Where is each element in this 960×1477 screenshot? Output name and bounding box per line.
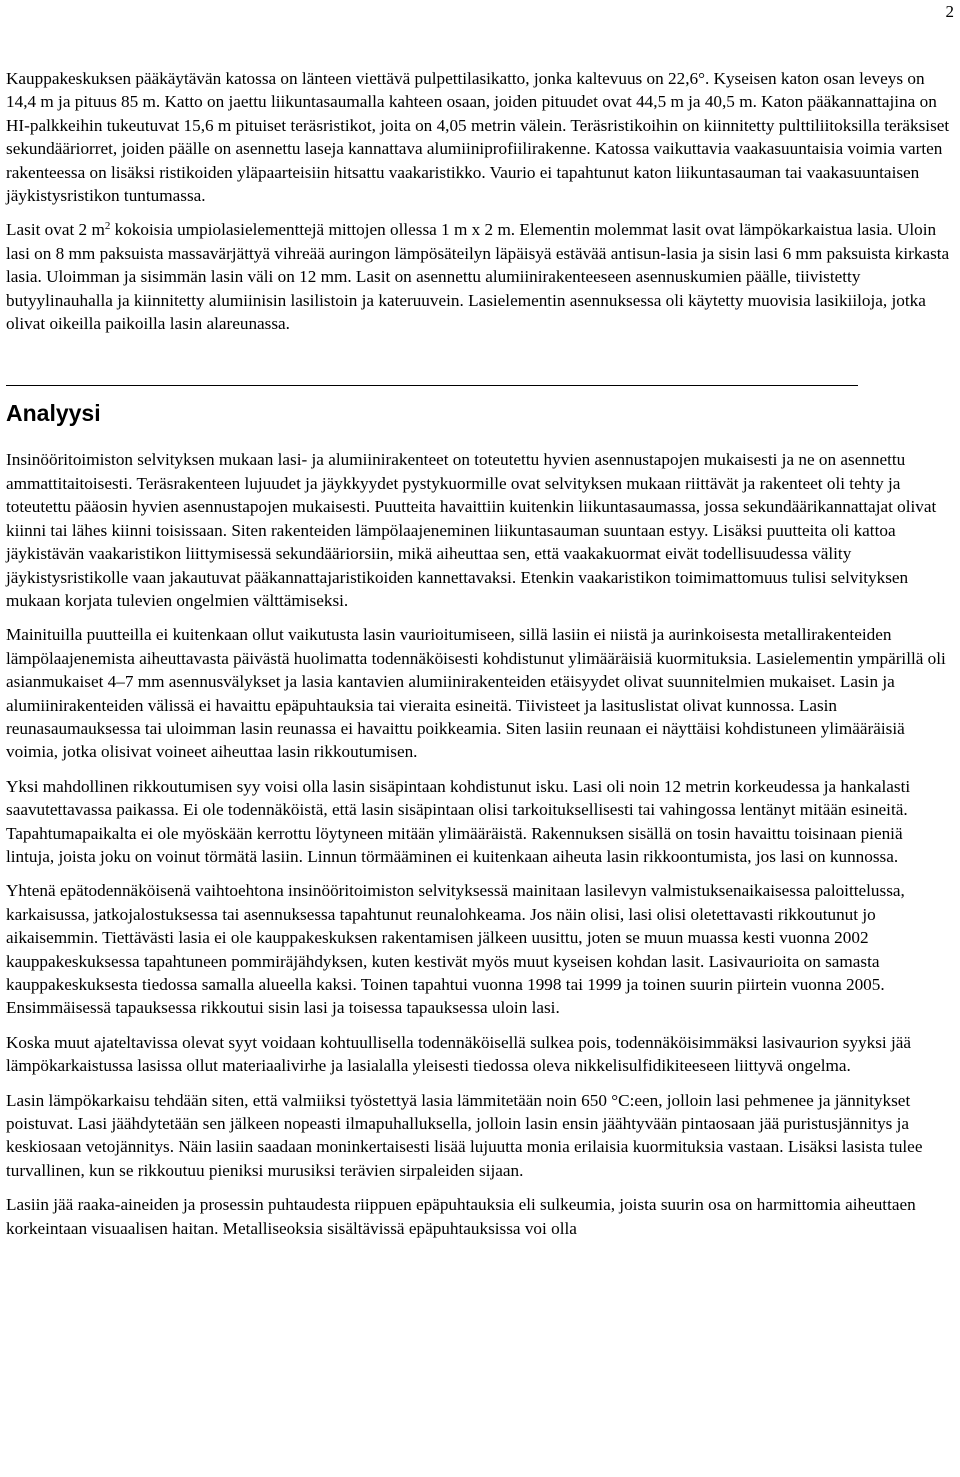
document-body — [6, 67, 951, 1251]
analysis-paragraph-2: Mainituilla puutteilla ei kuitenkaan ollut vaikutusta lasin vaurioitumiseen, sillä lasiin ei niistä ja aurinkoisesta metallirakenteiden lämpölaajenemista aiheuttavasta päivästä huolimatta todennäköisesti kohdistunut ylimääräisiä kuormituksia. Lasielementin ympärillä oli asianmukaiset 4–7 mm asennusvälykset ja lasia kantavien alumiinirakenteiden etäisyydet olivat suunnitelmien mukaiset. Lasin ja alumiinirakenteiden välissä ei havaittu epäpuhtauksia tai vieraita esineitä. Tiivisteet ja lasituslistat olivat kunnossa. Lasin reunasaumauksessa tai uloimman lasin reunassa ei havaittu poikkeamia. Siten lasiin reunaan ei näyttäisi kohdistuneen ylimääräisiä voimia, jotka olisivat voineet aiheuttaa lasin rikkoutumisen. — [6, 625, 946, 762]
analysis-paragraph-4: Yhtenä epätodennäköisenä vaihtoehtona insinööritoimiston selvityksessä mainitaan lasilevyn valmistuksenaikaisessa paloittelussa, karkaisussa, jatkojalostuksessa tai asennuksessa tapahtunut reunalohkeama. Jos näin olisi, lasi olisi oletettavasti rikkoutunut jo aikaisemmin. Tiettävästi lasia ei ole kauppakeskuksen rakentamisen jälkeen uusittu, joten se muun muassa kesti vuonna 2002 kauppakeskuksessa tapahtuneen pommiräjähdyksen, kuten kestivät myös muut kyseisen kohdan lasit. Lasivaurioita on samasta kauppakeskuksesta tiedossa samalla alueella kaksi. Toinen tapahtui vuonna 1998 tai 1999 ja toinen suurin piirtein vuonna 2005. Ensimmäisessä tapauksessa rikkoutui sisin lasi ja toisessa tapauksessa uloin lasi. — [6, 881, 905, 1018]
intro-paragraph-1: Kauppakeskuksen pääkäytävän katossa on länteen viettävä pulpettilasikatto, jonka kaltevuus on 22,6°. Kyseisen katon osan leveys on 14,4 m ja pituus 85 m. Katto on jaettu liikuntasaumalla kahteen osaan, joiden pituudet ovat 44,5 m ja 40,5 m. Katon pääkannattajina on HI-palkkeihin tukeutuvat 15,6 m pituiset teräsristikot, joita on 4,05 metrin välein. Teräsristikoihin on kiinnitetty pulttiliitoksilla teräksiset sekundääriorret, joiden päälle on asennettu laseja kannattava alumiiniprofiilirakenne. Katossa vaikuttavia vaakasuuntaisia voimia varten rakenteessa on lisäksi ristikoiden yläpaarteisiin hitsattu vaakaristikko. Vaurio ei tapahtunut katon liikuntasauman tai vaakasuuntaisen jäykistysristikon tuntumassa. — [6, 69, 950, 206]
analysis-paragraph-3: Yksi mahdollinen rikkoutumisen syy voisi olla lasin sisäpintaan kohdistunut isku. Lasi oli noin 12 metrin korkeudessa ja hankalasti saavutettavassa paikassa. Ei ole todennäköistä, että lasin sisäpintaan olisi tarkoituksellisesti tai vahingossa lentänyt mitään esineitä. Tapahtumapaikalta ei ole myöskään kerrottu löytyneen mitään ylimääräistä. Rakennuksen sisällä on tosin havaittu toisinaan pieniä lintuja, joista joku on voinut törmätä lasiin. Linnun törmääminen ei kuitenkaan aiheuta lasin rikkoontumista, jos lasi on kunnossa. — [6, 776, 911, 866]
superscript: 2 — [104, 220, 111, 233]
page-number: 2 — [945, 2, 954, 21]
intro-paragraph-2 — [6, 218, 951, 335]
analysis-paragraph-5: Koska muut ajateltavissa olevat syyt voidaan kohtuullisella todennäköisellä sulkea pois, todennäköisimmäksi lasivaurion syyksi jää lämpökarkaistussa lasissa ollut materiaalivirhe ja lasialalla yleisesti tiedossa oleva nikkelisulfidikiteeseen liittyvä ongelma. — [6, 1032, 912, 1076]
section-divider — [6, 385, 858, 386]
analysis-paragraph-1: Insinööritoimiston selvityksen mukaan lasi- ja alumiinirakenteet on toteutettu hyvien asennustapojen mukaisesti ja ne on asennettu ammattitaitoisesti. Teräsrakenteen lujuudet ja jäykkyydet pystykuormille ovat selvityksen mukaan riittävät ja rakenteet oli tehty ja toteutettu pääosin hyvien asennustapojen mukaisesti. Puutteita havaittiin kuitenkin liikuntasaumassa, jossa sekundäärikannattajat olivat kiinni tai lähes kiinni toisissaan. Siten rakenteiden lämpölaajeneminen liikuntasauman suuntaan estyy. Lisäksi puutteita oli kattoa jäykistävän vaakaristikon liittymisessä sekundääriorsiin, mikä aiheuttaa sen, että vaakakuormat eivät todellisuudessa välity jäykistysristikolle vaan jakautuvat pääkannattajaristikoiden kannettavaksi. Etenkin vaakaristikon toimimattomuus tulisi selvityksen mukaan korjata tulevien ongelmien välttämiseksi. — [6, 450, 937, 610]
intro-paragraph-2-rest: kokoisia umpiolasielementtejä mittojen ollessa 1 m x 2 m. Elementin molemmat lasit ovat lämpökarkaistua lasia. Uloin lasi on 8 mm paksuista massavärjättyä vihreää auringon lämpösäteilyn läpäisyä estävää antisun-lasia ja sisin lasi 6 mm paksuista kirkasta lasia. Uloimman ja sisimmän lasin väli on 12 mm. Lasit on asennettu alumiinirakenteeseen asennuskumien päälle, tiivistetty butyylinauhalla ja kiinnitetty alumiinisin lasilistoin ja kateruuvein. Lasielementin asennuksessa oli käytetty muovisia lasikiiloja, jotka olivat oikeilla paikoilla lasin alareunassa. — [6, 220, 950, 334]
intro-paragraph-2-start: Lasit ovat 2 m — [6, 220, 105, 240]
analysis-paragraph-7: Lasiin jää raaka-aineiden ja prosessin puhtaudesta riippuen epäpuhtauksia eli sulkeumia, joista suurin osa on harmittomia aiheuttaen korkeintaan visuaalisen haitan. Metalliseoksia sisältävissä epäpuhtauksissa voi olla — [6, 1195, 916, 1238]
section-heading: Analyysi — [6, 400, 101, 427]
analysis-paragraph-6: Lasin lämpökarkaisu tehdään siten, että valmiiksi työstettyä lasia lämmitetään noin 650 °C:een, jolloin lasi pehmenee ja jännitykset poistuvat. Lasi jäähdytetään sen jälkeen nopeasti ilmapuhalluksella, jolloin lasin ensin jäähtyvään pintaosaan jää puristusjännitys ja keskiosaan vetojännitys. Näin lasiin saadaan moninkertaisesti lisää lujuutta monia erilaisia kuormituksia vastaan. Lisäksi lasista tulee turvallinen, kun se rikkoutuu pieniksi murusiksi terävien sirpaleiden sijaan. — [6, 1090, 923, 1180]
